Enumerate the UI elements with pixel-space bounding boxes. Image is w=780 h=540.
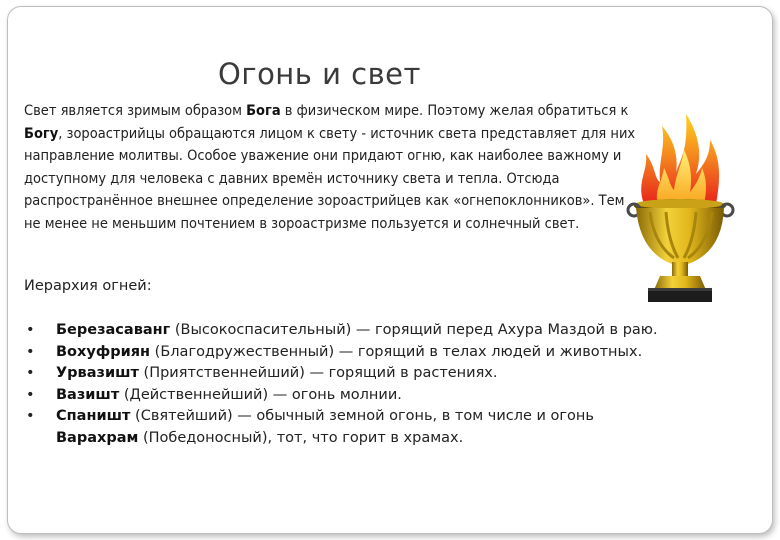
intro-text-2: в физическом мире. Поэтому желая обратиться к — [280, 103, 629, 119]
hierarchy-label: Иерархия огней: — [24, 278, 152, 294]
bullet: • — [26, 365, 35, 381]
slide-title: Огонь и свет — [218, 57, 421, 91]
bullet: • — [26, 386, 35, 403]
list-item — [24, 385, 664, 407]
list-item — [24, 406, 664, 449]
list-item — [24, 363, 664, 385]
fire-name: Березасаванг — [56, 322, 171, 338]
fire-desc: (Действеннейший) — огонь молнии. — [119, 386, 402, 403]
fire-desc: (Святейший) — обычный земной огонь, в том числе и огонь — [130, 408, 594, 424]
bullet: • — [26, 343, 35, 360]
intro-text-3: , зороастрийцы обращаются лицом к свету - источник света представляет для них направление молитвы. Особое уважение они придают огню, как наиболее важному и доступному для человека с давних времён источнику света и тепла. Отсюда распространённое внешнее определение зороастрийцев как «огнепоклонников». Тем не менее не меньшим почтением в зороастризме пользуется и солнечный свет. — [24, 125, 636, 232]
intro-paragraph — [24, 100, 644, 235]
fires-list — [24, 320, 664, 449]
fire-name: Вохуфриян — [56, 343, 151, 360]
fire-desc: (Благодружественный) — горящий в телах людей и животных. — [150, 343, 643, 360]
fire-name: Урвазишт — [56, 365, 139, 381]
bullet: • — [26, 408, 35, 424]
fire-name-2: Варахрам — [56, 429, 139, 446]
fire-desc: (Приятственнейший) — горящий в растениях. — [138, 365, 498, 381]
intro-bold-god: Бога — [246, 103, 281, 119]
list-item — [24, 320, 664, 342]
intro-bold-god-2: Богу — [24, 125, 59, 142]
fire-bowl-icon — [626, 112, 736, 307]
fire-name: Спаништ — [56, 408, 131, 424]
fire-desc-2: (Победоносный), тот, что горит в храмах. — [138, 429, 464, 446]
intro-text-1: Свет является зримым образом — [24, 103, 247, 119]
list-item — [24, 342, 664, 364]
fire-desc: (Высокоспасительный) — горящий перед Ахура Маздой в раю. — [170, 322, 658, 338]
bullet: • — [26, 322, 35, 338]
slide — [7, 6, 773, 534]
fire-name: Вазишт — [56, 386, 120, 403]
